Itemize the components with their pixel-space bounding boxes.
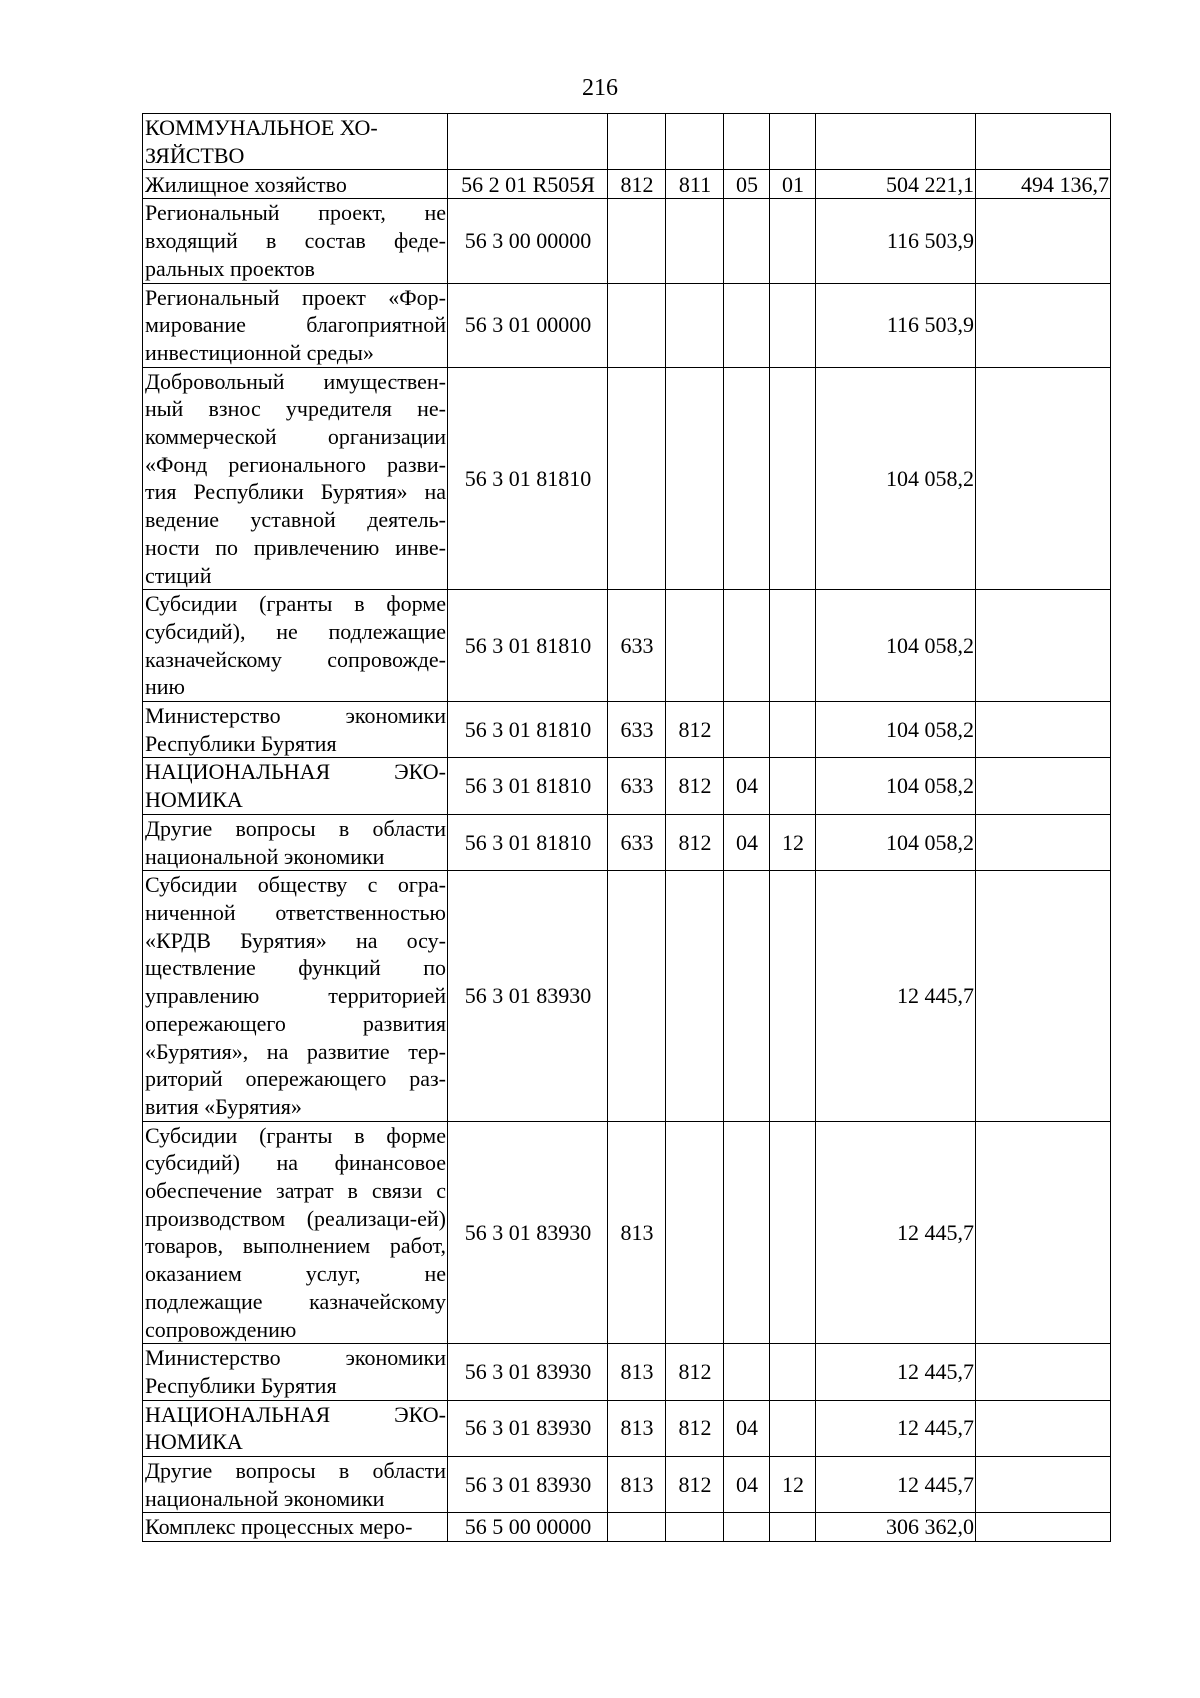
row-subsection-cell <box>770 1121 816 1344</box>
row-code-cell: 56 3 01 83930 <box>448 871 608 1121</box>
row-section-cell: 04 <box>724 1400 770 1456</box>
row-amount-2-cell <box>976 1400 1111 1456</box>
row-code-b-cell: 811 <box>666 170 724 199</box>
row-code-b-cell <box>666 283 724 367</box>
row-section-cell <box>724 590 770 702</box>
row-code-a-cell: 813 <box>608 1344 666 1400</box>
row-subsection-cell <box>770 199 816 283</box>
row-amount-2-cell <box>976 283 1111 367</box>
row-section-cell <box>724 114 770 170</box>
row-code-a-cell: 813 <box>608 1121 666 1344</box>
table-row <box>143 367 1111 590</box>
row-name-cell: Министерство экономики Республики Бурятия <box>143 1344 448 1400</box>
row-code-cell: 56 3 01 83930 <box>448 1400 608 1456</box>
row-name-cell: Другие вопросы в области национальной экономики <box>143 1457 448 1513</box>
row-name-cell: Субсидии обществу с огра-ниченной ответственностью «КРДВ Бурятия» на осу-ществление функций по управлению территорией опережающего развития «Бурятия», на развитие тер-риторий опережающего раз-вития «Бурятия» <box>143 871 448 1121</box>
row-amount-2-cell <box>976 114 1111 170</box>
row-code-cell: 56 3 01 81810 <box>448 367 608 590</box>
row-amount-1-cell: 104 058,2 <box>816 590 976 702</box>
row-code-cell: 56 3 01 81810 <box>448 758 608 814</box>
row-code-b-cell <box>666 1513 724 1542</box>
row-section-cell <box>724 702 770 758</box>
row-name-cell: НАЦИОНАЛЬНАЯ ЭКО-НОМИКА <box>143 758 448 814</box>
row-amount-2-cell <box>976 702 1111 758</box>
table-row <box>143 283 1111 367</box>
row-code-b-cell <box>666 114 724 170</box>
row-amount-1-cell: 104 058,2 <box>816 814 976 870</box>
row-amount-2-cell <box>976 590 1111 702</box>
row-code-b-cell: 812 <box>666 1400 724 1456</box>
row-amount-2-cell: 494 136,7 <box>976 170 1111 199</box>
row-code-b-cell: 812 <box>666 1457 724 1513</box>
row-amount-2-cell <box>976 1457 1111 1513</box>
row-code-a-cell <box>608 283 666 367</box>
row-code-cell: 56 5 00 00000 <box>448 1513 608 1542</box>
row-subsection-cell <box>770 871 816 1121</box>
table-row <box>143 199 1111 283</box>
row-code-b-cell <box>666 199 724 283</box>
row-code-cell: 56 3 00 00000 <box>448 199 608 283</box>
table-row <box>143 170 1111 199</box>
row-code-b-cell: 812 <box>666 1344 724 1400</box>
row-code-a-cell: 633 <box>608 590 666 702</box>
table-row <box>143 702 1111 758</box>
row-name-cell: Субсидии (гранты в форме субсидий) на финансовое обеспечение затрат в связи с производством (реализаци-ей) товаров, выполнением работ, оказанием услуг, не подлежащие казначейскому сопровождению <box>143 1121 448 1344</box>
row-name-cell: НАЦИОНАЛЬНАЯ ЭКО-НОМИКА <box>143 1400 448 1456</box>
row-code-a-cell: 633 <box>608 814 666 870</box>
row-code-cell: 56 3 01 83930 <box>448 1121 608 1344</box>
table-row <box>143 871 1111 1121</box>
row-code-b-cell: 812 <box>666 702 724 758</box>
table-row <box>143 814 1111 870</box>
row-amount-1-cell: 12 445,7 <box>816 871 976 1121</box>
row-section-cell: 04 <box>724 758 770 814</box>
row-name-cell: Жилищное хозяйство <box>143 170 448 199</box>
row-section-cell <box>724 283 770 367</box>
row-code-cell: 56 3 01 81810 <box>448 590 608 702</box>
row-amount-1-cell: 104 058,2 <box>816 702 976 758</box>
row-code-cell: 56 3 01 83930 <box>448 1344 608 1400</box>
row-name-cell: Субсидии (гранты в форме субсидий), не подлежащие казначейскому сопровожде-нию <box>143 590 448 702</box>
row-name-cell: Добровольный имуществен-ный взнос учредителя не-коммерческой организации «Фонд регионального разви-тия Республики Бурятия» на ведение уставной деятель-ности по привлечению инве-стиций <box>143 367 448 590</box>
table-row <box>143 1121 1111 1344</box>
budget-table <box>142 113 1111 1542</box>
row-code-a-cell <box>608 114 666 170</box>
row-subsection-cell: 01 <box>770 170 816 199</box>
row-amount-2-cell <box>976 1513 1111 1542</box>
row-amount-2-cell <box>976 871 1111 1121</box>
row-section-cell <box>724 1121 770 1344</box>
row-code-a-cell <box>608 199 666 283</box>
page-number: 216 <box>582 75 618 101</box>
row-amount-2-cell <box>976 1344 1111 1400</box>
table-row <box>143 1400 1111 1456</box>
row-section-cell <box>724 199 770 283</box>
row-code-cell: 56 3 01 00000 <box>448 283 608 367</box>
row-subsection-cell <box>770 590 816 702</box>
row-name-cell: Другие вопросы в области национальной экономики <box>143 814 448 870</box>
row-subsection-cell <box>770 1400 816 1456</box>
row-code-a-cell: 633 <box>608 702 666 758</box>
row-code-b-cell: 812 <box>666 758 724 814</box>
row-code-a-cell <box>608 1513 666 1542</box>
row-subsection-cell: 12 <box>770 1457 816 1513</box>
row-amount-1-cell: 12 445,7 <box>816 1457 976 1513</box>
row-code-b-cell <box>666 871 724 1121</box>
row-name-cell: Региональный проект, не входящий в состав феде-ральных проектов <box>143 199 448 283</box>
table-row <box>143 114 1111 170</box>
row-code-a-cell: 813 <box>608 1457 666 1513</box>
row-code-a-cell <box>608 871 666 1121</box>
row-section-cell <box>724 871 770 1121</box>
row-code-cell: 56 2 01 R505Я <box>448 170 608 199</box>
row-amount-2-cell <box>976 367 1111 590</box>
row-subsection-cell <box>770 114 816 170</box>
table-row <box>143 1457 1111 1513</box>
row-code-a-cell: 633 <box>608 758 666 814</box>
table-row <box>143 1513 1111 1542</box>
row-code-a-cell <box>608 367 666 590</box>
row-amount-1-cell <box>816 114 976 170</box>
row-section-cell <box>724 367 770 590</box>
row-amount-2-cell <box>976 814 1111 870</box>
table-row <box>143 1344 1111 1400</box>
row-code-cell: 56 3 01 81810 <box>448 702 608 758</box>
row-name-cell: Министерство экономики Республики Бурятия <box>143 702 448 758</box>
row-code-cell: 56 3 01 83930 <box>448 1457 608 1513</box>
row-amount-1-cell: 306 362,0 <box>816 1513 976 1542</box>
row-code-b-cell: 812 <box>666 814 724 870</box>
row-amount-2-cell <box>976 199 1111 283</box>
row-amount-1-cell: 504 221,1 <box>816 170 976 199</box>
row-code-a-cell: 813 <box>608 1400 666 1456</box>
row-amount-1-cell: 104 058,2 <box>816 367 976 590</box>
row-name-cell: Комплекс процессных меро- <box>143 1513 448 1542</box>
row-section-cell <box>724 1513 770 1542</box>
table-row <box>143 590 1111 702</box>
row-section-cell: 04 <box>724 814 770 870</box>
row-amount-1-cell: 116 503,9 <box>816 199 976 283</box>
row-subsection-cell: 12 <box>770 814 816 870</box>
row-name-cell: КОММУНАЛЬНОЕ ХО- ЗЯЙСТВО <box>143 114 448 170</box>
row-amount-1-cell: 12 445,7 <box>816 1344 976 1400</box>
row-code-b-cell <box>666 367 724 590</box>
row-subsection-cell <box>770 758 816 814</box>
row-code-a-cell: 812 <box>608 170 666 199</box>
row-code-cell: 56 3 01 81810 <box>448 814 608 870</box>
row-amount-2-cell <box>976 1121 1111 1344</box>
row-subsection-cell <box>770 1344 816 1400</box>
row-code-b-cell <box>666 590 724 702</box>
table-body <box>143 114 1111 1542</box>
row-section-cell <box>724 1344 770 1400</box>
row-amount-1-cell: 12 445,7 <box>816 1400 976 1456</box>
row-amount-1-cell: 116 503,9 <box>816 283 976 367</box>
row-subsection-cell <box>770 1513 816 1542</box>
row-code-cell <box>448 114 608 170</box>
table-row <box>143 758 1111 814</box>
row-section-cell: 05 <box>724 170 770 199</box>
row-section-cell: 04 <box>724 1457 770 1513</box>
row-subsection-cell <box>770 702 816 758</box>
row-code-b-cell <box>666 1121 724 1344</box>
row-subsection-cell <box>770 283 816 367</box>
row-subsection-cell <box>770 367 816 590</box>
row-amount-2-cell <box>976 758 1111 814</box>
row-name-cell: Региональный проект «Фор-мирование благоприятной инвестиционной среды» <box>143 283 448 367</box>
row-amount-1-cell: 12 445,7 <box>816 1121 976 1344</box>
row-amount-1-cell: 104 058,2 <box>816 758 976 814</box>
